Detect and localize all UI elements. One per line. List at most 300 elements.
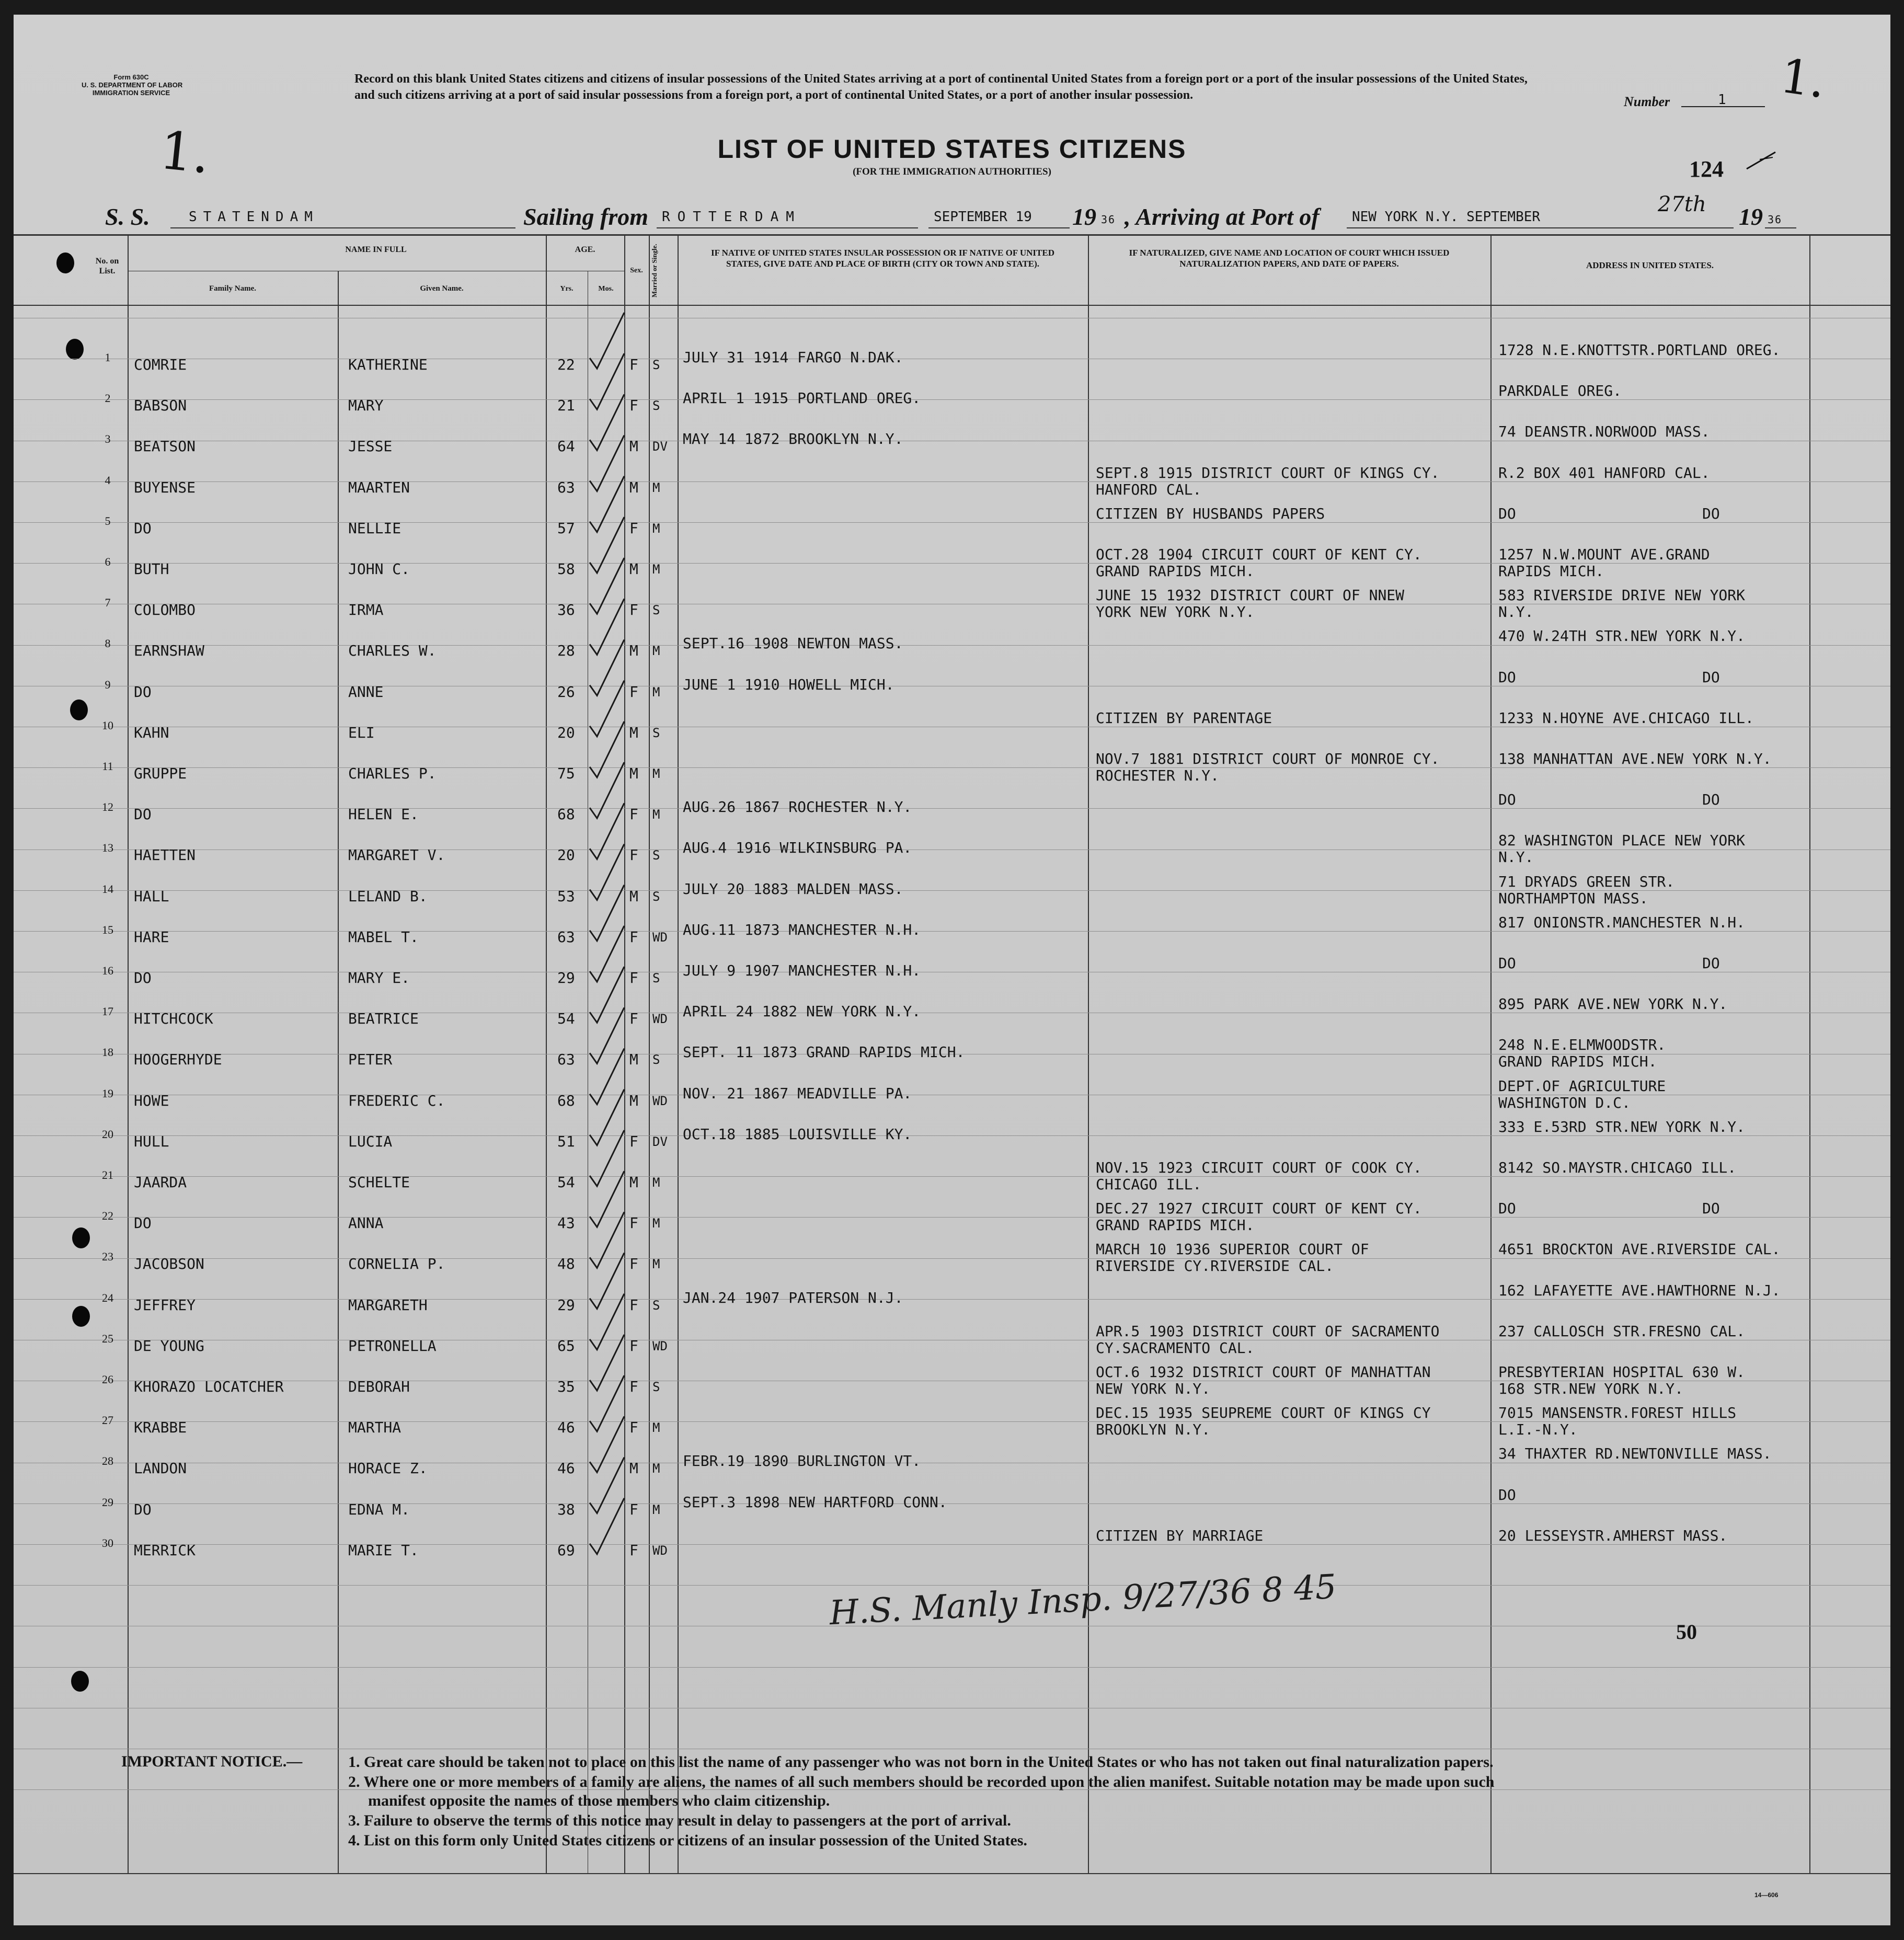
sex: F: [629, 356, 638, 373]
birth-date-place: JULY 9 1907 MANCHESTER N.H.: [683, 962, 921, 979]
address-line1: 20 LESSEYSTR.AMHERST MASS.: [1498, 1526, 1728, 1544]
row-rule-line: [14, 931, 1890, 932]
marital-status: S: [652, 1380, 660, 1394]
row-number: 13: [102, 841, 113, 855]
checkmark: [590, 1498, 624, 1554]
naturalization-line2: GRAND RAPIDS MICH.: [1096, 563, 1255, 580]
age-years: 53: [557, 887, 575, 905]
given-name: PETRONELLA: [348, 1337, 437, 1354]
family-name: DO: [134, 683, 152, 701]
address-line1: DEPT.OF AGRICULTURE: [1498, 1077, 1666, 1095]
row-number: 6: [105, 555, 111, 568]
given-name: LUCIA: [348, 1132, 393, 1150]
punch-hole: [66, 339, 84, 360]
given-name: CHARLES W.: [348, 642, 437, 660]
naturalization-line2: GRAND RAPIDS MICH.: [1096, 1216, 1255, 1234]
family-name: KHORAZO LOCATCHER: [134, 1378, 284, 1395]
age-years: 65: [557, 1337, 575, 1354]
given-name: EDNA M.: [348, 1500, 410, 1518]
family-name: HOOGERHYDE: [134, 1051, 222, 1069]
given-name: JESSE: [348, 438, 393, 455]
sex: F: [629, 397, 638, 415]
family-name: GRUPPE: [134, 765, 187, 782]
total-count: 50: [1676, 1620, 1697, 1644]
row-rule-line: [14, 1176, 1890, 1177]
address-line1: 1257 N.W.MOUNT AVE.GRAND: [1498, 546, 1710, 563]
naturalization-line1: APR.5 1903 DISTRICT COURT OF SACRAMENTO: [1096, 1322, 1440, 1340]
checkmark: [590, 1457, 624, 1513]
address-line2: RAPIDS MICH.: [1498, 563, 1604, 580]
checkmark: [590, 1253, 624, 1309]
family-name: HULL: [134, 1132, 169, 1150]
given-name: MARIE T.: [348, 1541, 419, 1559]
marital-status: S: [652, 1052, 660, 1067]
punch-hole: [71, 1671, 89, 1692]
marital-status: M: [652, 521, 660, 536]
sex: F: [629, 1214, 638, 1232]
family-name: KAHN: [134, 724, 169, 741]
checkmark-layer: [14, 15, 1890, 1925]
table-top-border: [14, 234, 1890, 236]
age-years: 38: [557, 1500, 575, 1518]
punch-hole: [72, 1227, 90, 1248]
row-number: 30: [102, 1536, 113, 1549]
sex: F: [629, 1500, 638, 1518]
row-number: 24: [102, 1291, 113, 1304]
address-line1: 1233 N.HOYNE AVE.CHICAGO ILL.: [1498, 709, 1754, 727]
row-number: 4: [105, 473, 111, 487]
address-line1: 1728 N.E.KNOTTSTR.PORTLAND OREG.: [1498, 341, 1781, 359]
number-label: Number: [1624, 94, 1670, 109]
given-name: MARTHA: [348, 1419, 402, 1437]
checkmark: [590, 476, 624, 532]
row-number: 16: [102, 964, 113, 977]
family-name: MERRICK: [134, 1541, 196, 1559]
birth-date-place: SEPT. 11 1873 GRAND RAPIDS MICH.: [683, 1043, 965, 1061]
sex: F: [629, 928, 638, 946]
address-ditto: DO: [1702, 791, 1720, 809]
address-line1: DO: [1498, 1486, 1516, 1503]
port-from: ROTTERDAM: [662, 209, 801, 225]
col-header-mos: Mos.: [598, 285, 614, 293]
birth-date-place: FEBR.19 1890 BURLINGTON VT.: [683, 1452, 921, 1470]
age-years: 26: [557, 683, 575, 701]
address-line2: L.I.-N.Y.: [1498, 1421, 1578, 1439]
given-name: ANNA: [348, 1214, 384, 1232]
address-line1: PRESBYTERIAN HOSPITAL 630 W.: [1498, 1363, 1746, 1381]
record-instructions: Record on this blank United States citizens and citizens of insular possessions of the United States arriving at a port of continental United States from a foreign port or a port of the insular possessions of the United States, and such citizens arriving at a port of said insular possessions from a foreign port, a port of continental United States, or a port of another insular possession.: [354, 72, 1528, 102]
row-rule-line: [14, 563, 1890, 564]
given-name: PETER: [348, 1051, 393, 1069]
given-name: MABEL T.: [348, 928, 419, 946]
sex: M: [629, 642, 638, 660]
col-header-no: No. on List.: [95, 257, 119, 275]
sex: F: [629, 1010, 638, 1028]
age-years: 58: [557, 560, 575, 578]
birth-date-place: SEPT.16 1908 NEWTON MASS.: [683, 635, 903, 652]
col-header-naturalized: IF NATURALIZED, GIVE NAME AND LOCATION OF COURT WHICH ISSUED NATURALIZATION PAPERS, AND DATE OF PAPERS.: [1129, 248, 1450, 269]
address-line1: 162 LAFAYETTE AVE.HAWTHORNE N.J.: [1498, 1281, 1781, 1299]
address-line1: 470 W.24TH STR.NEW YORK N.Y.: [1498, 627, 1746, 645]
row-number: 29: [102, 1495, 113, 1509]
address-line2: 168 STR.NEW YORK N.Y.: [1498, 1380, 1684, 1397]
col-header-age: AGE.: [575, 245, 595, 254]
family-name: HALL: [134, 887, 169, 905]
row-rule-line: [14, 399, 1890, 400]
address-line1: DO: [1498, 504, 1516, 522]
marital-status: S: [652, 1298, 660, 1313]
family-name: COLOMBO: [134, 601, 196, 619]
given-name: MARY: [348, 397, 384, 415]
family-name: JAARDA: [134, 1174, 187, 1191]
sex: F: [629, 1337, 638, 1354]
row-number: 26: [102, 1373, 113, 1386]
age-years: 48: [557, 1255, 575, 1273]
birth-date-place: APRIL 24 1882 NEW YORK N.Y.: [683, 1003, 921, 1020]
checkmark: [590, 762, 624, 818]
birth-date-place: NOV. 21 1867 MEADVILLE PA.: [683, 1084, 912, 1102]
birth-date-place: JUNE 1 1910 HOWELL MICH.: [683, 675, 894, 693]
sex: F: [629, 1541, 638, 1559]
address-line1: R.2 BOX 401 HANFORD CAL.: [1498, 464, 1710, 481]
marital-status: M: [652, 766, 660, 781]
marital-status: DV: [652, 439, 668, 454]
family-name: BABSON: [134, 397, 187, 415]
address-ditto: DO: [1702, 668, 1720, 686]
page-title: LIST OF UNITED STATES CITIZENS: [717, 134, 1187, 164]
family-name: KRABBE: [134, 1419, 187, 1437]
naturalization-line2: CY.SACRAMENTO CAL.: [1096, 1339, 1255, 1357]
sex: F: [629, 846, 638, 864]
naturalization-line2: HANFORD CAL.: [1096, 480, 1202, 498]
arriving-label: , Arriving at Port of: [1125, 203, 1320, 230]
marital-status: M: [652, 480, 660, 495]
marital-status: M: [652, 644, 660, 659]
family-name: HAETTEN: [134, 846, 196, 864]
naturalization-line1: OCT.6 1932 DISTRICT COURT OF MANHATTAN: [1096, 1363, 1431, 1381]
sex: F: [629, 1419, 638, 1437]
row-rule-line: [14, 808, 1890, 809]
age-years: 75: [557, 765, 575, 782]
col-header-native: IF NATIVE OF UNITED STATES INSULAR POSSESSION OR IF NATIVE OF UNITED STATES, GIVE DATE AND PLACE OF BIRTH (CITY OR TOWN AND STATE).: [711, 248, 1054, 269]
checkmark: [590, 1171, 624, 1227]
row-number: 20: [102, 1127, 113, 1141]
age-years: 29: [557, 969, 575, 986]
row-number: 1: [105, 351, 111, 364]
family-name: HITCHCOCK: [134, 1010, 213, 1028]
sex: F: [629, 519, 638, 537]
age-years: 63: [557, 478, 575, 496]
marital-status: M: [652, 1216, 660, 1231]
checkmark: [590, 926, 624, 982]
birth-date-place: AUG.4 1916 WILKINSBURG PA.: [683, 839, 912, 857]
age-years: 29: [557, 1296, 575, 1314]
checkmark: [590, 1212, 624, 1268]
birth-date-place: JULY 20 1883 MALDEN MASS.: [683, 880, 903, 898]
age-years: 20: [557, 846, 575, 864]
checkmark: [590, 681, 624, 737]
sailing-year-prefix: 19: [1072, 203, 1096, 230]
family-name: EARNSHAW: [134, 642, 204, 660]
row-number: 19: [102, 1086, 113, 1100]
row-number: 9: [105, 678, 111, 691]
stamp-mark: [1744, 148, 1786, 174]
naturalization-line1: CITIZEN BY MARRIAGE: [1096, 1526, 1264, 1544]
notice-item-2: 2. Where one or more members of a family are aliens, the names of all such members should be recorded upon the alien manifest. Suitable notation may be made upon such: [348, 1773, 1495, 1790]
age-years: 68: [557, 1092, 575, 1109]
age-years: 51: [557, 1132, 575, 1150]
age-years: 68: [557, 806, 575, 823]
given-name: IRMA: [348, 601, 384, 619]
marital-status: S: [652, 889, 660, 904]
age-years: 20: [557, 724, 575, 741]
age-years: 21: [557, 397, 575, 415]
marital-status: M: [652, 1257, 660, 1272]
row-rule-line: [14, 1585, 1890, 1586]
given-name: LELAND B.: [348, 887, 428, 905]
address-line2: N.Y.: [1498, 848, 1534, 866]
age-years: 43: [557, 1214, 575, 1232]
marital-status: M: [652, 1175, 660, 1190]
given-name: FREDERIC C.: [348, 1092, 445, 1109]
family-name: BUYENSE: [134, 478, 196, 496]
row-number: 22: [102, 1209, 113, 1223]
address-line2: NORTHAMPTON MASS.: [1498, 889, 1648, 907]
naturalization-line1: DEC.27 1927 CIRCUIT COURT OF KENT CY.: [1096, 1200, 1422, 1218]
footer-code: 14—606: [1754, 1891, 1779, 1899]
address-line1: DO: [1498, 791, 1516, 809]
checkmark: [590, 517, 624, 573]
checkmark: [590, 1049, 624, 1105]
arrival-year-line: [1765, 227, 1796, 228]
marital-status: M: [652, 807, 660, 822]
sex: M: [629, 478, 638, 496]
address-line1: 817 ONIONSTR.MANCHESTER N.H.: [1498, 913, 1746, 931]
row-rule-line: [14, 767, 1890, 768]
arrival-year-prefix: 19: [1739, 203, 1763, 230]
address-line1: 7015 MANSENSTR.FOREST HILLS: [1498, 1404, 1737, 1422]
checkmark: [590, 844, 624, 900]
row-number: 11: [102, 760, 113, 773]
family-name: JACOBSON: [134, 1255, 204, 1273]
row-rule-line: [14, 1667, 1890, 1668]
row-number: 21: [102, 1168, 113, 1181]
notice-item-1: 1. Great care should be taken not to place on this list the name of any passenger who was not born in the United States or who has not taken out final naturalization papers.: [348, 1753, 1494, 1771]
sex: M: [629, 1092, 638, 1109]
age-years: 36: [557, 601, 575, 619]
form-number: Form 630C: [113, 73, 149, 81]
page-code: 124: [1689, 156, 1724, 182]
table-bottom-border: [14, 1873, 1890, 1874]
sailing-date: SEPTEMBER 19: [934, 209, 1032, 225]
naturalization-line2: CHICAGO ILL.: [1096, 1176, 1202, 1193]
address-line1: DO: [1498, 668, 1516, 686]
sex: M: [629, 765, 638, 782]
sex: F: [629, 683, 638, 701]
given-name: DEBORAH: [348, 1378, 410, 1395]
age-years: 28: [557, 642, 575, 660]
col-divider: [338, 271, 339, 1873]
notice-label: IMPORTANT NOTICE.—: [121, 1753, 303, 1770]
port-from-line: [657, 227, 918, 228]
naturalization-line2: ROCHESTER N.Y.: [1096, 767, 1220, 784]
family-name: JEFFREY: [134, 1296, 196, 1314]
address-ditto: DO: [1702, 955, 1720, 972]
checkmark: [590, 1375, 624, 1431]
family-name: HARE: [134, 928, 169, 946]
given-name: CHARLES P.: [348, 765, 437, 782]
marital-status: S: [652, 603, 660, 618]
address-line2: N.Y.: [1498, 603, 1534, 621]
address-line1: PARKDALE OREG.: [1498, 382, 1622, 400]
row-rule-line: [14, 1299, 1890, 1300]
marital-status: M: [652, 1502, 660, 1517]
address-line1: 237 CALLOSCH STR.FRESNO CAL.: [1498, 1322, 1746, 1340]
address-line1: 8142 SO.MAYSTR.CHICAGO ILL.: [1498, 1159, 1737, 1176]
address-ditto: DO: [1702, 504, 1720, 522]
checkmark: [590, 885, 624, 941]
age-years: 69: [557, 1541, 575, 1559]
row-rule-line: [14, 1258, 1890, 1259]
sex: M: [629, 560, 638, 578]
sex: F: [629, 1255, 638, 1273]
col-header-sex: Sex.: [630, 267, 643, 274]
age-years: 46: [557, 1460, 575, 1477]
punch-hole: [56, 252, 74, 273]
marital-status: M: [652, 1420, 660, 1436]
punch-hole: [72, 1306, 90, 1327]
row-number: 8: [105, 637, 111, 650]
number-value: 1: [1718, 92, 1726, 108]
marital-status: S: [652, 848, 660, 863]
given-name: NELLIE: [348, 519, 402, 537]
address-line1: DO: [1498, 955, 1516, 972]
address-line1: 583 RIVERSIDE DRIVE NEW YORK: [1498, 587, 1746, 604]
sex: M: [629, 1460, 638, 1477]
age-years: 22: [557, 356, 575, 373]
family-name: BUTH: [134, 560, 169, 578]
ship-name: STATENDAM: [189, 209, 319, 225]
row-number: 15: [102, 923, 113, 936]
row-rule-line: [14, 1503, 1890, 1504]
given-name: HORACE Z.: [348, 1460, 428, 1477]
age-years: 63: [557, 928, 575, 946]
checkmark: [590, 721, 624, 777]
marital-status: WD: [652, 1543, 668, 1558]
birth-date-place: JULY 31 1914 FARGO N.DAK.: [683, 349, 903, 366]
given-name: BEATRICE: [348, 1010, 419, 1028]
arrival-year: 36: [1768, 213, 1783, 226]
handwritten-number: 1.: [1777, 48, 1829, 109]
row-number: 5: [105, 514, 111, 527]
checkmark: [590, 435, 624, 491]
address-line2: WASHINGTON D.C.: [1498, 1094, 1631, 1111]
row-rule-line: [14, 1135, 1890, 1136]
inspector-signature: H.S. Manly Insp. 9/27/36 8 45: [828, 1567, 1338, 1633]
address-line1: 34 THAXTER RD.NEWTONVILLE MASS.: [1498, 1445, 1772, 1463]
address-line1: 4651 BROCKTON AVE.RIVERSIDE CAL.: [1498, 1241, 1781, 1258]
punch-hole: [70, 699, 88, 720]
row-number: 28: [102, 1454, 113, 1468]
sailing-date-line: [928, 227, 1070, 228]
row-rule-line: [14, 1544, 1890, 1545]
checkmark: [590, 353, 624, 409]
family-name: HOWE: [134, 1092, 169, 1109]
row-rule-line: [14, 481, 1890, 482]
address-line1: 71 DRYADS GREEN STR.: [1498, 873, 1675, 890]
row-number: 14: [102, 882, 113, 896]
department-name: U. S. DEPARTMENT OF LABOR: [82, 81, 183, 89]
marital-status: WD: [652, 1012, 668, 1027]
given-name: KATHERINE: [348, 356, 428, 373]
manifest-sheet: [14, 15, 1890, 1925]
handwritten-corner-number: 1.: [157, 119, 213, 186]
col-header-given: Given Name.: [420, 284, 464, 293]
checkmark: [590, 1335, 624, 1391]
naturalization-line1: MARCH 10 1936 SUPERIOR COURT OF: [1096, 1241, 1369, 1258]
given-name: MARY E.: [348, 969, 410, 986]
given-name: SCHELTE: [348, 1174, 410, 1191]
given-name: ANNE: [348, 683, 384, 701]
checkmark: [590, 1294, 624, 1350]
family-name: DO: [134, 969, 152, 986]
row-rule-line: [14, 1217, 1890, 1218]
marital-status: DV: [652, 1134, 668, 1149]
age-years: 46: [557, 1419, 575, 1437]
naturalization-line2: YORK NEW YORK N.Y.: [1096, 603, 1255, 621]
checkmark: [590, 967, 624, 1023]
naturalization-line1: DEC.15 1935 SEUPREME COURT OF KINGS CY: [1096, 1404, 1431, 1422]
family-name: BEATSON: [134, 438, 196, 455]
sailing-year: 36: [1101, 213, 1116, 226]
address-ditto: DO: [1702, 1200, 1720, 1218]
checkmark: [590, 1416, 624, 1472]
port-to: NEW YORK N.Y. SEPTEMBER: [1352, 209, 1541, 225]
marital-status: M: [652, 562, 660, 577]
marital-status: M: [652, 1461, 660, 1476]
age-years: 54: [557, 1010, 575, 1028]
sex: M: [629, 438, 638, 455]
birth-date-place: JAN.24 1907 PATERSON N.J.: [683, 1289, 903, 1306]
sex: M: [629, 1051, 638, 1069]
row-rule-line: [14, 645, 1890, 646]
address-line2: GRAND RAPIDS MICH.: [1498, 1053, 1657, 1071]
age-years: 54: [557, 1174, 575, 1191]
birth-date-place: SEPT.3 1898 NEW HARTFORD CONN.: [683, 1493, 947, 1511]
row-number: 12: [102, 800, 113, 814]
col-header-yrs: Yrs.: [560, 285, 574, 293]
address-line1: 82 WASHINGTON PLACE NEW YORK: [1498, 832, 1746, 850]
family-name: DO: [134, 1500, 152, 1518]
address-line1: 248 N.E.ELMWOODSTR.: [1498, 1036, 1666, 1054]
marital-status: WD: [652, 1093, 668, 1108]
checkmark: [590, 640, 624, 696]
port-to-line: [1347, 227, 1734, 228]
given-name: MARGARETH: [348, 1296, 428, 1314]
row-number: 17: [102, 1005, 113, 1018]
given-name: MAARTEN: [348, 478, 410, 496]
sex: F: [629, 1378, 638, 1395]
sailing-label: Sailing from: [523, 203, 649, 230]
col-header-name: NAME IN FULL: [345, 245, 407, 254]
address-line1: 138 MANHATTAN AVE.NEW YORK N.Y.: [1498, 750, 1772, 767]
ship-line: [170, 227, 515, 228]
address-line1: 895 PARK AVE.NEW YORK N.Y.: [1498, 995, 1728, 1013]
header-bottom-border: [14, 305, 1890, 306]
given-name: JOHN C.: [348, 560, 410, 578]
row-rule-line: [14, 1421, 1890, 1422]
naturalization-line1: NOV.7 1881 DISTRICT COURT OF MONROE CY.: [1096, 750, 1440, 767]
